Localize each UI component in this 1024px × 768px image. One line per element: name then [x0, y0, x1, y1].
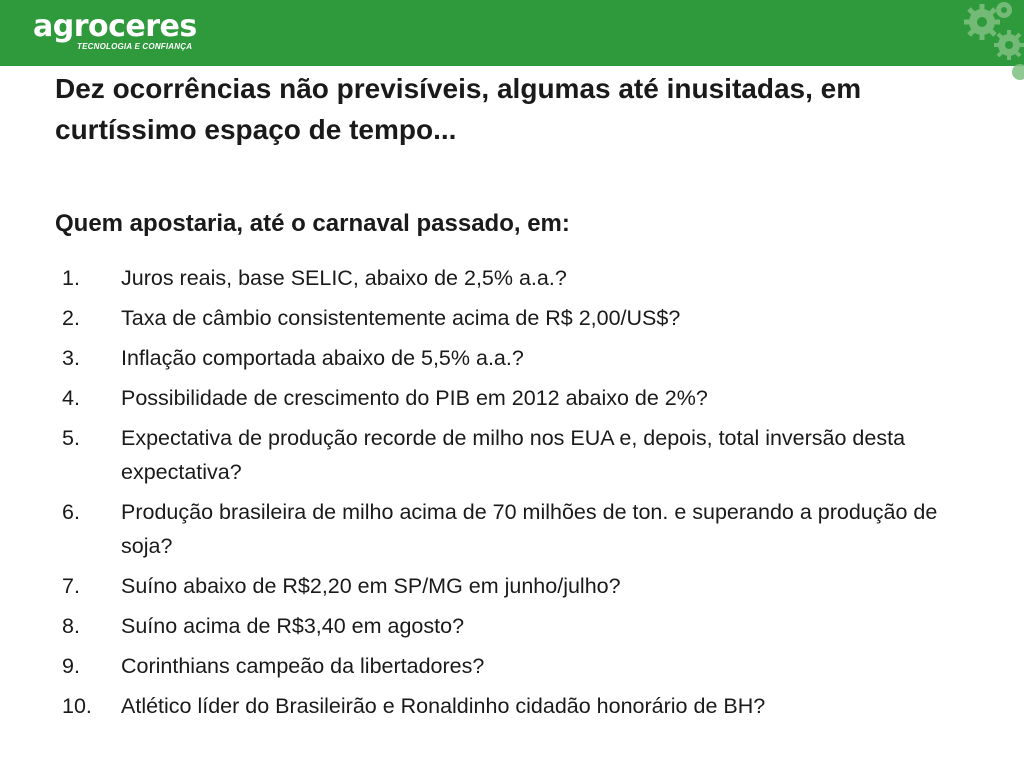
list-item	[62, 341, 972, 375]
list-item	[62, 689, 972, 723]
list-item	[62, 381, 972, 415]
item-number: 9.	[62, 654, 80, 678]
item-text: Juros reais, base SELIC, abaixo de 2,5% a.a.?	[121, 266, 567, 290]
gears-icon	[934, 0, 1024, 80]
item-text: Suíno acima de R$3,40 em agosto?	[121, 614, 465, 638]
item-number: 6.	[62, 500, 80, 524]
slide-title: Dez ocorrências não previsíveis, algumas até inusitadas, em curtíssimo espaço de tempo...	[55, 73, 862, 145]
item-text: Taxa de câmbio consistentemente acima de R$ 2,00/US$?	[121, 306, 681, 330]
brand-logo: agroceres	[33, 9, 197, 44]
item-number: 1.	[62, 266, 80, 290]
item-number: 10.	[62, 694, 92, 718]
item-number: 3.	[62, 346, 80, 370]
item-number: 2.	[62, 306, 80, 330]
item-text: Inflação comportada abaixo de 5,5% a.a.?	[121, 346, 524, 370]
list-item	[62, 609, 972, 643]
brand-tagline: TECNOLOGIA E CONFIANÇA	[77, 42, 193, 51]
item-number: 8.	[62, 614, 80, 638]
list-item	[62, 495, 972, 563]
item-text: Suíno abaixo de R$2,20 em SP/MG em junho/julho?	[121, 574, 621, 598]
question-list	[62, 261, 972, 729]
item-text: Produção brasileira de milho acima de 70 milhões de ton. e superando a produção de soja?	[121, 500, 938, 558]
list-item	[62, 649, 972, 683]
header-bar	[0, 0, 1024, 66]
item-number: 5.	[62, 426, 80, 450]
list-item	[62, 261, 972, 295]
slide-subtitle: Quem apostaria, até o carnaval passado, em:	[55, 210, 570, 237]
item-text: Corinthians campeão da libertadores?	[121, 654, 485, 678]
item-text: Possibilidade de crescimento do PIB em 2012 abaixo de 2%?	[121, 386, 708, 410]
item-number: 4.	[62, 386, 80, 410]
item-number: 7.	[62, 574, 80, 598]
list-item	[62, 421, 972, 489]
list-item	[62, 301, 972, 335]
item-text: Atlético líder do Brasileirão e Ronaldinho cidadão honorário de BH?	[121, 694, 766, 718]
item-text: Expectativa de produção recorde de milho nos EUA e, depois, total inversão desta expectativa?	[121, 426, 906, 484]
list-item	[62, 569, 972, 603]
